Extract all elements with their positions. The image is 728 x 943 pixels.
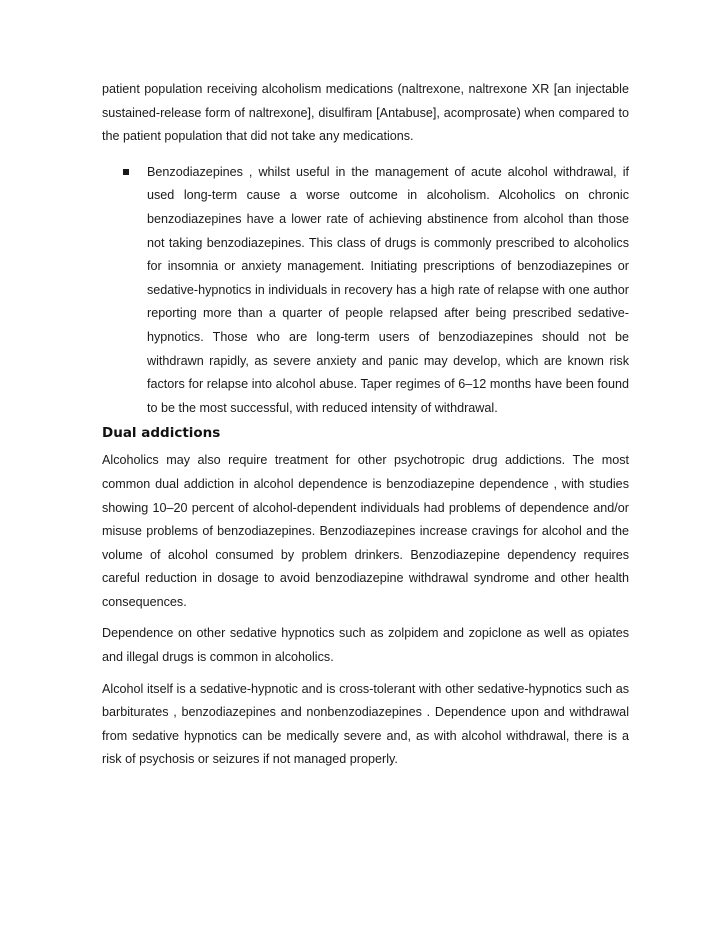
bullet-list <box>102 161 629 421</box>
section-paragraph-2: Dependence on other sedative hypnotics such as zolpidem and zopiclone as well as opiates and illegal drugs is common in alcoholics. <box>102 626 629 665</box>
section-paragraph-1: Alcoholics may also require treatment for other psychotropic drug addictions. The most common dual addiction in alcohol dependence is benzodiazepine dependence , with studies showing 10–20 percent of alcohol-dependent individuals had problems of dependence and/or misuse problems of benzodiazepines. Benzodiazepines increase cravings for alcohol and the volume of alcohol consumed by problem drinkers. Benzodiazepine dependency requires careful reduction in dosage to avoid benzodiazepine withdrawal syndrome and other health consequences. <box>102 453 629 609</box>
intro-paragraph: patient population receiving alcoholism medications (naltrexone, naltrexone XR [an injectable sustained-release form of naltrexone], disulfiram [Antabuse], acomprosate) when compared to the patient population that did not take any medications. <box>102 82 629 144</box>
page-content <box>102 78 629 772</box>
bullet-text: Benzodiazepines , whilst useful in the management of acute alcohol withdrawal, if used long-term cause a worse outcome in alcoholism. Alcoholics on chronic benzodiazepines have a lower rate of achieving abstinence from alcohol than those not taking benzodiazepines. This class of drugs is commonly prescribed to alcoholics for insomnia or anxiety management. Initiating prescriptions of benzodiazepines or sedative-hypnotics in individuals in recovery has a high rate of relapse with one author reporting more than a quarter of people relapsed after being prescribed sedative-hypnotics. Those who are long-term users of benzodiazepines should not be withdrawn rapidly, as severe anxiety and panic may develop, which are known risk factors for relapse into alcohol abuse. Taper regimes of 6–12 months have been found to be the most successful, with reduced intensity of withdrawal. <box>147 164 629 415</box>
square-bullet-icon <box>123 169 129 175</box>
section-paragraph-3: Alcohol itself is a sedative-hypnotic and is cross-tolerant with other sedative-hypnotics such as barbiturates , benzodiazepines and nonbenzodiazepines . Dependence upon and withdrawal from sedative hypnotics can be medically severe and, as with alcohol withdrawal, there is a risk of psychosis or seizures if not managed properly. <box>102 681 629 767</box>
section-heading: Dual addictions <box>102 425 221 442</box>
bullet-item-benzodiazepines <box>102 161 629 421</box>
